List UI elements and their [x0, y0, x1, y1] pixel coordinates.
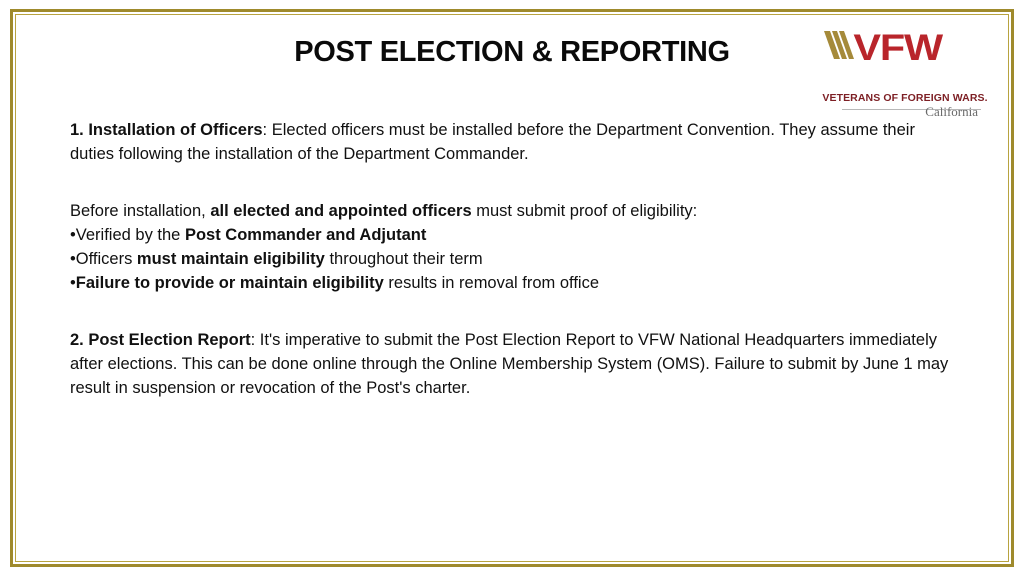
eligibility-lead-pre: Before installation, — [70, 202, 211, 220]
section-installation-heading: 1. Installation of Officers — [70, 121, 263, 139]
section-installation-text: : Elected officers must be installed before the Department Convention. They assume their duties following the installation of the Department Commander. — [70, 121, 915, 163]
eligibility-lead-bold: all elected and appointed officers — [210, 202, 472, 220]
eligibility-lead-post: must submit proof of eligibility: — [471, 202, 698, 220]
bullet-text-post: results in removal from office — [383, 274, 600, 292]
vfw-logo-letters: VFW — [853, 29, 943, 69]
bullet-text: •Verified by the — [70, 226, 185, 244]
section-post-election-report — [70, 328, 960, 400]
section-report-text: : It's imperative to submit the Post Election Report to VFW National Headquarters immediately after elections. This can be done online through the Online Membership System (OMS). Failure to submit by June 1 may result in suspension or revocation of the Post's charter. — [70, 331, 949, 397]
eligibility-lead — [70, 199, 960, 223]
bullet-text-post: throughout their term — [324, 250, 483, 268]
bullet-text: • — [70, 274, 76, 292]
bullet-item — [70, 271, 960, 295]
slide-body — [70, 118, 960, 400]
bullet-bold-text: must maintain eligibility — [136, 250, 325, 268]
vfw-logo-state: California — [925, 104, 978, 119]
bullet-item — [70, 223, 960, 247]
vfw-logo-mark — [822, 29, 988, 91]
bullet-bold-text: Post Commander and Adjutant — [184, 226, 427, 244]
bullet-bold-text: Failure to provide or maintain eligibility — [75, 274, 384, 292]
section-installation — [70, 118, 960, 166]
slide-title: POST ELECTION & REPORTING — [294, 36, 730, 68]
bullet-text: •Officers — [70, 250, 137, 268]
section-report-heading: 2. Post Election Report — [70, 331, 251, 349]
vfw-logo — [822, 29, 988, 121]
vfw-logo-org-name: VETERANS OF FOREIGN WARS. — [822, 92, 988, 104]
bullet-item — [70, 247, 960, 271]
